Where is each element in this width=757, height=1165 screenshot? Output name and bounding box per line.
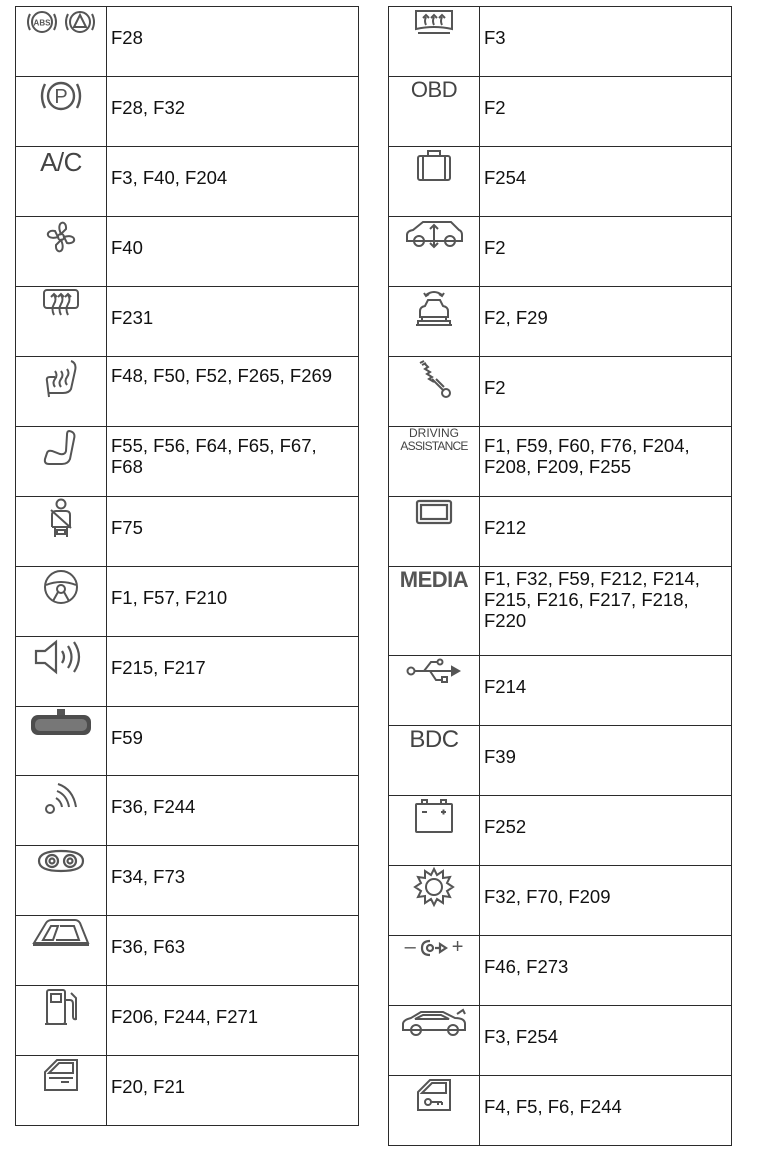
page-refs: F28, F32 <box>111 97 186 118</box>
parking-brake-icon <box>39 77 83 115</box>
table-row <box>389 656 732 726</box>
table-row <box>16 77 359 147</box>
table-row <box>389 7 732 77</box>
minus-sign: – <box>404 936 416 958</box>
table-row <box>16 567 359 637</box>
ac-icon: A/C <box>40 147 82 177</box>
seat-icon <box>41 427 81 469</box>
page-refs: F20, F21 <box>111 1076 186 1097</box>
rear-defrost-icon <box>41 287 81 319</box>
abs-brake-warning-icon <box>25 7 97 37</box>
page-refs: F231 <box>111 307 154 328</box>
table-row <box>16 846 359 916</box>
table-row <box>16 986 359 1056</box>
luggage-icon <box>414 147 454 183</box>
ceiling-light-icon <box>35 846 87 876</box>
obd-icon: OBD <box>410 77 458 102</box>
page-refs: F4, F5, F6, F244 <box>484 1096 622 1117</box>
page-refs: F55, F56, F64, F65, F67, F68 <box>111 435 317 477</box>
battery-icon <box>412 796 456 836</box>
table-row <box>389 147 732 217</box>
page-refs: F254 <box>484 167 527 188</box>
table-row <box>389 497 732 567</box>
screen-icon <box>414 497 454 527</box>
table-row <box>16 707 359 776</box>
table-row <box>16 7 359 77</box>
table-row <box>16 1056 359 1126</box>
page-refs: F2, F29 <box>484 307 548 328</box>
page-refs: F34, F73 <box>111 866 186 887</box>
page-refs: F2 <box>484 97 506 118</box>
page-refs: F2 <box>484 237 506 258</box>
table-row <box>389 427 732 497</box>
page-refs: F2 <box>484 377 506 398</box>
page-refs: F1, F57, F210 <box>111 587 228 608</box>
page-refs: F32, F70, F209 <box>484 886 611 907</box>
heated-seat-icon <box>41 357 81 399</box>
remote-signal-icon <box>41 776 81 816</box>
table-row <box>16 217 359 287</box>
page-refs: F252 <box>484 816 527 837</box>
driving-label: DRIVING <box>408 426 459 440</box>
right-reference-table <box>388 6 732 1146</box>
seatbelt-icon <box>44 497 78 539</box>
shock-absorber-icon <box>414 357 454 401</box>
table-row <box>389 567 732 656</box>
table-row <box>16 427 359 497</box>
table-row <box>389 796 732 866</box>
table-row <box>389 357 732 427</box>
table-row <box>389 217 732 287</box>
page-refs: F3, F40, F204 <box>111 167 228 188</box>
page-refs: F206, F244, F271 <box>111 1006 259 1027</box>
table-row <box>389 726 732 796</box>
page-refs: F215, F217 <box>111 657 206 678</box>
page-refs: F36, F244 <box>111 796 196 817</box>
table-row <box>389 1076 732 1146</box>
windscreen-defrost-icon <box>412 7 456 37</box>
svg-text:ABS: ABS <box>33 18 51 28</box>
page-refs: F48, F50, F52, F265, F269 <box>111 365 333 386</box>
rear-view-mirror-icon <box>28 707 94 737</box>
table-row <box>389 866 732 936</box>
plus-sign: + <box>451 936 464 958</box>
table-row <box>16 497 359 567</box>
sunroof-icon <box>31 916 91 948</box>
usb-icon <box>404 656 464 686</box>
table-row <box>16 287 359 357</box>
table-row <box>16 776 359 846</box>
fan-icon <box>41 217 81 257</box>
page-refs: F3 <box>484 27 506 48</box>
door-icon <box>39 1056 83 1094</box>
page-refs: F59 <box>111 727 143 748</box>
gear-icon <box>413 866 455 908</box>
media-icon: MEDIA <box>399 567 469 592</box>
page-refs: F28 <box>111 27 143 48</box>
table-row <box>389 287 732 357</box>
left-reference-table <box>15 6 359 1126</box>
speaker-icon <box>32 637 90 677</box>
page-refs: F46, F273 <box>484 956 569 977</box>
car-rear-icon <box>399 1006 469 1040</box>
table-row <box>16 357 359 427</box>
svg-text:P: P <box>54 86 68 108</box>
door-key-icon <box>412 1076 456 1114</box>
page-refs: F40 <box>111 237 143 258</box>
page-refs: F1, F32, F59, F212, F214, F215, F216, F217, F218, F220 <box>484 568 700 631</box>
table-row <box>16 916 359 986</box>
car-suspension-icon <box>403 217 465 253</box>
page-refs: F214 <box>484 676 527 697</box>
page-refs: F212 <box>484 517 527 538</box>
page-refs: F36, F63 <box>111 936 186 957</box>
table-row <box>16 637 359 707</box>
connector-plug-icon <box>418 937 450 959</box>
page-refs: F39 <box>484 746 516 767</box>
table-row <box>389 77 732 147</box>
assistance-label: ASSISTANCE <box>400 439 468 453</box>
bdc-icon: BDC <box>409 726 459 753</box>
table-row <box>16 147 359 217</box>
fuel-pump-icon <box>42 986 80 1028</box>
charging-connector-icon <box>405 936 464 959</box>
car-lift-icon <box>412 287 456 331</box>
page-refs: F1, F59, F60, F76, F204, F208, F209, F255 <box>484 435 690 477</box>
table-row <box>389 1006 732 1076</box>
page-refs: F3, F254 <box>484 1026 559 1047</box>
driving-assistance-icon <box>400 427 467 453</box>
table-row <box>389 936 732 1006</box>
steering-wheel-icon <box>41 567 81 607</box>
page-refs: F75 <box>111 517 143 538</box>
